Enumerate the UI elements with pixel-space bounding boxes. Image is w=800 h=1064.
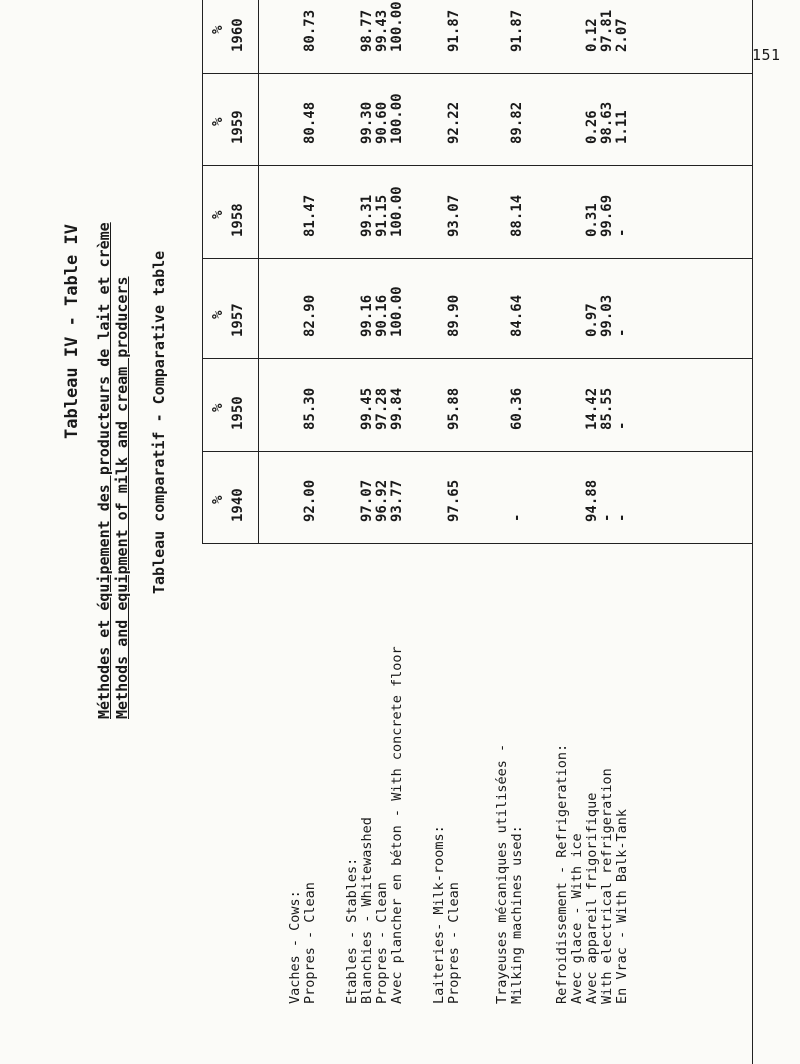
table-cell: 99.31 [359, 194, 375, 237]
column-percent-sign: % [210, 25, 226, 34]
table-cell: 89.90 [446, 294, 462, 337]
column-percent-sign: % [210, 117, 226, 126]
table-cell: 98.63 [599, 101, 615, 144]
table-cell: 82.90 [302, 294, 318, 337]
column-rule [202, 258, 752, 259]
row-label: Avec plancher en béton - With concrete floor [389, 646, 405, 1004]
column-percent-sign: % [210, 403, 226, 412]
table-cell: 99.45 [359, 387, 375, 430]
table-cell: 97.65 [446, 479, 462, 522]
column-rule [202, 451, 752, 452]
table-cell: 2.07 [614, 18, 630, 52]
table-cell: 85.30 [302, 387, 318, 430]
column-rule [202, 165, 752, 166]
table-cell: 60.36 [509, 387, 525, 430]
table-cell: 94.88 [584, 479, 600, 522]
table-cell: 88.14 [509, 194, 525, 237]
table-cell: - [614, 328, 630, 337]
row-label: Avec glace - With ice [569, 833, 585, 1004]
table-cell: 91.15 [374, 194, 390, 237]
column-year: 1940 [230, 488, 246, 522]
table-cell: 100.00 [389, 186, 405, 237]
row-label: En Vrac - With Balk-Tank [614, 808, 630, 1004]
row-label: Blanchies - Whitewashed [359, 817, 375, 1004]
table-cell: 90.60 [374, 101, 390, 144]
title-french: Méthodes et équipement des producteurs de lait et crème [95, 222, 113, 719]
table-cell: 85.55 [599, 387, 615, 430]
row-label: Trayeuses mécaniques utilisées - [494, 743, 510, 1004]
table-cell: 92.00 [302, 479, 318, 522]
table-cell: 96.92 [374, 479, 390, 522]
row-label: Propres - Clean [374, 882, 390, 1004]
table-cell: 99.84 [389, 387, 405, 430]
table-cell: 100.00 [389, 286, 405, 337]
table-cell: 99.43 [374, 9, 390, 52]
table-cell: - [509, 513, 525, 522]
column-year: 1957 [230, 303, 246, 337]
table-cell: 98.77 [359, 9, 375, 52]
table-cell: 0.12 [584, 18, 600, 52]
header-rule [258, 0, 259, 544]
table-cell: 99.16 [359, 294, 375, 337]
column-percent-sign: % [210, 210, 226, 219]
table-cell: 92.22 [446, 101, 462, 144]
table-cell: 91.87 [509, 9, 525, 52]
table-cell: 100.00 [389, 93, 405, 144]
column-year: 1958 [230, 203, 246, 237]
column-rule [202, 73, 752, 74]
table-cell: - [599, 513, 615, 522]
table-cell: 89.82 [509, 101, 525, 144]
table-title: Tableau IV - Table IV [62, 224, 82, 439]
title-english: Methods and equipment of milk and cream producers [113, 276, 131, 719]
table-top-rule [202, 0, 203, 544]
column-percent-sign: % [210, 310, 226, 319]
row-label: With electrical refrigeration [599, 768, 615, 1004]
row-label: Avec appareil frigorifique [584, 792, 600, 1004]
table-cell: 99.03 [599, 294, 615, 337]
table-cell: 81.47 [302, 194, 318, 237]
table-cell: 80.48 [302, 101, 318, 144]
column-percent-sign: % [210, 495, 226, 504]
table-cell: - [614, 513, 630, 522]
row-label: Propres - Clean [302, 882, 318, 1004]
table-cell: - [614, 228, 630, 237]
table-cell: 99.30 [359, 101, 375, 144]
table-cell: 97.07 [359, 479, 375, 522]
column-rule [202, 543, 752, 544]
row-label: Vaches - Cows: [287, 890, 303, 1004]
table-bottom-rule [752, 0, 753, 1064]
column-rule [202, 358, 752, 359]
row-label: Propres - Clean [446, 882, 462, 1004]
page-number: 151 [752, 46, 781, 64]
row-label: Milking machines used: [509, 825, 525, 1004]
column-year: 1959 [230, 110, 246, 144]
table-cell: 84.64 [509, 294, 525, 337]
table-cell: 93.07 [446, 194, 462, 237]
table-cell: 97.81 [599, 9, 615, 52]
table-cell: 93.77 [389, 479, 405, 522]
row-label: Laiteries- Milk-rooms: [431, 825, 447, 1004]
column-year: 1960 [230, 18, 246, 52]
table-cell: 91.87 [446, 9, 462, 52]
table-cell: 99.69 [599, 194, 615, 237]
table-cell: 0.31 [584, 203, 600, 237]
table-cell: 100.00 [389, 1, 405, 52]
table-cell: 0.97 [584, 303, 600, 337]
column-year: 1950 [230, 396, 246, 430]
table-cell: 95.88 [446, 387, 462, 430]
table-cell: - [614, 421, 630, 430]
row-label: Etables - Stables: [344, 857, 360, 1004]
table-cell: 1.11 [614, 110, 630, 144]
table-cell: 90.16 [374, 294, 390, 337]
table-cell: 80.73 [302, 9, 318, 52]
row-label: Refroidissement - Refrigeration: [554, 743, 570, 1004]
table-cell: 14.42 [584, 387, 600, 430]
subtitle: Tableau comparatif - Comparative table [150, 250, 168, 594]
table-cell: 97.28 [374, 387, 390, 430]
table-cell: 0.26 [584, 110, 600, 144]
